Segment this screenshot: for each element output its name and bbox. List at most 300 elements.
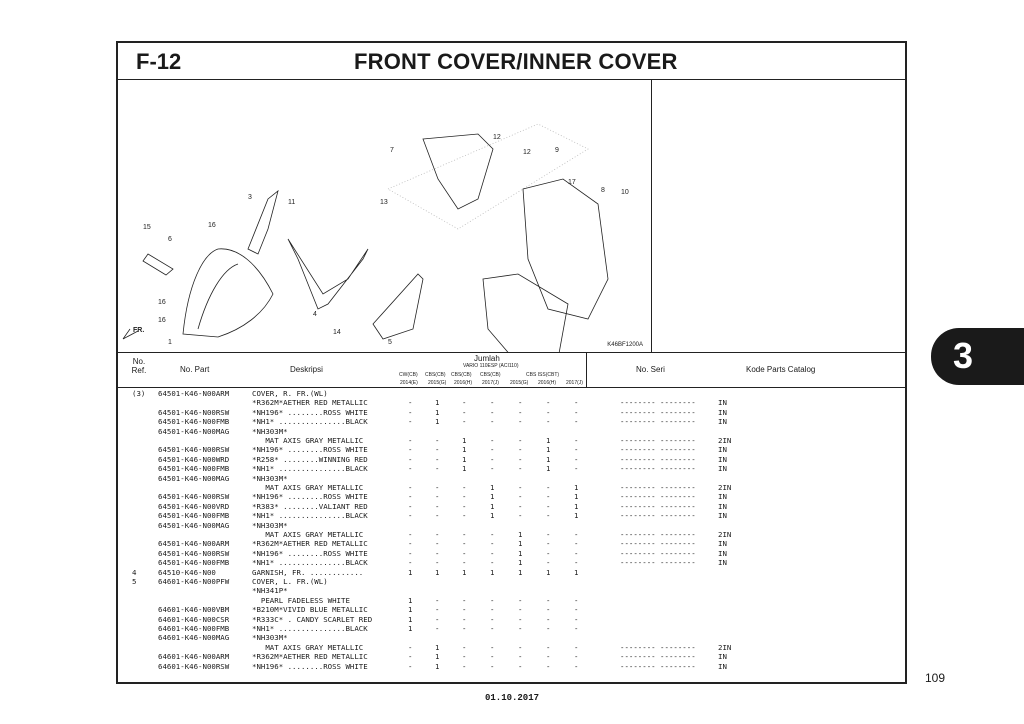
quantity-cell: 1 [490, 492, 495, 502]
quantity-cell: - [574, 407, 579, 417]
quantity-cell: - [518, 398, 523, 408]
catalog-cell: IN [718, 464, 727, 474]
quantity-cell: 1 [546, 454, 551, 464]
quantity-cell: - [408, 501, 413, 511]
quantity-cell: - [574, 595, 579, 605]
quantity-cell: - [435, 501, 440, 511]
page-title: FRONT COVER/INNER COVER [354, 49, 678, 74]
quantity-cell: - [574, 417, 579, 427]
header-quantity: Jumlah [474, 354, 500, 363]
front-label: FR. [133, 327, 145, 334]
serial-cell: -------- -------- [620, 539, 696, 549]
quantity-cell: - [435, 605, 440, 615]
callout-17: 17 [568, 179, 576, 186]
callout-16c: 16 [208, 222, 216, 229]
catalog-cell: IN [718, 661, 727, 671]
quantity-cell: 1 [462, 436, 467, 445]
catalog-cell: IN [718, 501, 727, 511]
quantity-cell: 1 [462, 464, 467, 474]
callout-12b: 12 [523, 149, 531, 156]
header-description: Deskripsi [290, 365, 323, 374]
part-number-cell: 64501-K46-N00FMB [158, 511, 230, 521]
header-serial: No. Seri [636, 365, 665, 374]
part-number-cell: 64501-K46-N00MAG [158, 473, 230, 483]
quantity-cell: - [518, 417, 523, 427]
description-cell: *R333C* . CANDY SCARLET RED [252, 614, 373, 624]
header-year-3: 2016(H) [454, 380, 473, 386]
quantity-cell: - [518, 436, 523, 445]
header-year-2: 2015(G) [428, 380, 447, 386]
quantity-cell: - [574, 464, 579, 474]
quantity-cell: - [490, 548, 495, 558]
serial-cell: -------- -------- [620, 661, 696, 671]
header-variant-5: CBS ISS(CBT) [526, 372, 560, 378]
catalog-cell: IN [718, 558, 727, 568]
part-number-cell: 64601-K46-N00VBM [158, 605, 230, 615]
serial-cell: -------- -------- [620, 492, 696, 502]
quantity-cell: - [546, 595, 551, 605]
quantity-cell: - [408, 511, 413, 521]
serial-cell: -------- -------- [620, 445, 696, 455]
quantity-cell: 1 [518, 539, 523, 549]
quantity-cell: - [546, 642, 551, 652]
quantity-cell: - [546, 605, 551, 615]
quantity-cell: - [408, 530, 413, 539]
catalog-cell: IN [718, 398, 727, 408]
description-cell: GARNISH, FR. ............ [252, 567, 364, 577]
quantity-cell: - [435, 624, 440, 633]
header-no-ref: No. Ref. [131, 357, 147, 375]
description-cell: *NH196* ........ROSS WHITE [252, 492, 368, 502]
ref-cell: 4 [132, 567, 137, 577]
quantity-cell: - [574, 548, 579, 558]
quantity-cell: - [490, 530, 495, 539]
part-number-cell: 64601-K46-N00CSR [158, 614, 230, 624]
chapter-tab [931, 328, 1024, 385]
quantity-cell: - [518, 454, 523, 464]
quantity-cell: - [490, 558, 495, 568]
serial-cell: -------- -------- [620, 483, 696, 492]
quantity-cell: - [435, 595, 440, 605]
part-number-cell: 64501-K46-N00ARM [158, 539, 230, 549]
quantity-cell: - [518, 614, 523, 624]
quantity-cell: - [435, 511, 440, 521]
quantity-cell: - [574, 624, 579, 633]
quantity-cell: - [574, 661, 579, 671]
callout-12: 12 [493, 134, 501, 141]
serial-cell: -------- -------- [620, 464, 696, 474]
quantity-cell: - [546, 548, 551, 558]
quantity-cell: 1 [435, 652, 440, 662]
quantity-cell: - [490, 454, 495, 464]
quantity-cell: 1 [435, 661, 440, 671]
quantity-cell: 1 [462, 567, 467, 577]
quantity-cell: - [435, 454, 440, 464]
catalog-cell: 2IN [718, 483, 732, 492]
quantity-cell: - [490, 642, 495, 652]
quantity-cell: - [518, 661, 523, 671]
quantity-cell: - [408, 417, 413, 427]
callout-5: 5 [388, 339, 392, 346]
catalog-cell: 2IN [718, 642, 732, 652]
ref-cell: (3) [132, 389, 146, 398]
quantity-cell: - [462, 530, 467, 539]
quantity-cell: - [408, 436, 413, 445]
serial-cell: -------- -------- [620, 511, 696, 521]
description-cell: *NH303M* [252, 473, 288, 483]
description-cell: *NH1* ...............BLACK [252, 624, 368, 633]
callout-16b: 16 [158, 317, 166, 324]
ref-cell: 5 [132, 577, 137, 586]
diagram-code: K46BF1200A [607, 342, 643, 348]
quantity-cell: - [518, 652, 523, 662]
quantity-cell: 1 [574, 501, 579, 511]
description-cell: *R362M*AETHER RED METALLIC [252, 398, 368, 408]
part-number-cell: 64510-K46-N00 [158, 567, 216, 577]
description-cell: *R362M*AETHER RED METALLIC [252, 652, 368, 662]
serial-cell: -------- -------- [620, 652, 696, 662]
header-no-part: No. Part [180, 365, 210, 374]
exploded-diagram [118, 79, 652, 353]
quantity-cell: 1 [490, 501, 495, 511]
serial-cell: -------- -------- [620, 642, 696, 652]
description-cell: *R383* ........VALIANT RED [252, 501, 368, 511]
quantity-cell: - [574, 614, 579, 624]
callout-10: 10 [621, 189, 629, 196]
callout-9: 9 [555, 147, 559, 154]
quantity-cell: - [518, 483, 523, 492]
quantity-cell: - [546, 492, 551, 502]
catalog-cell: 2IN [718, 530, 732, 539]
description-cell: PEARL FADELESS WHITE [252, 595, 350, 605]
quantity-cell: - [546, 614, 551, 624]
quantity-cell: - [490, 539, 495, 549]
quantity-cell: 1 [408, 567, 413, 577]
description-cell: *NH303M* [252, 520, 288, 530]
quantity-cell: - [546, 398, 551, 408]
quantity-cell: - [518, 595, 523, 605]
catalog-cell: IN [718, 539, 727, 549]
quantity-cell: - [546, 652, 551, 662]
description-cell: COVER, R. FR.(WL) [252, 389, 328, 398]
header-catalog: Kode Parts Catalog [746, 365, 816, 374]
quantity-cell: - [462, 548, 467, 558]
part-number-cell: 64501-K46-N00RSW [158, 492, 230, 502]
quantity-cell: - [408, 483, 413, 492]
part-number-cell: 64501-K46-N00MAG [158, 520, 230, 530]
quantity-cell: 1 [574, 567, 579, 577]
part-number-cell: 64601-K46-N00ARM [158, 652, 230, 662]
table-header [118, 353, 905, 388]
description-cell: *NH1* ...............BLACK [252, 558, 368, 568]
part-number-cell: 64501-K46-N00WRD [158, 454, 230, 464]
page-frame [116, 41, 907, 684]
part-number-cell: 64601-K46-N00MAG [158, 633, 230, 643]
header-divider [586, 353, 587, 388]
catalog-cell: IN [718, 454, 727, 464]
quantity-cell: 1 [462, 445, 467, 455]
quantity-cell: - [546, 511, 551, 521]
quantity-cell: - [408, 661, 413, 671]
quantity-cell: 1 [490, 483, 495, 492]
part-number-cell: 64501-K46-N00FMB [158, 417, 230, 427]
quantity-cell: - [490, 445, 495, 455]
quantity-cell: - [518, 605, 523, 615]
quantity-cell: 1 [490, 567, 495, 577]
header-variant-4: CBS(CB) [480, 372, 501, 378]
header-year-1: 2014(E) [400, 380, 418, 386]
catalog-cell: IN [718, 407, 727, 417]
quantity-cell: - [574, 642, 579, 652]
part-number-cell: 64601-K46-N00RSW [158, 661, 230, 671]
quantity-cell: - [435, 436, 440, 445]
quantity-cell: - [490, 661, 495, 671]
quantity-cell: - [490, 417, 495, 427]
quantity-cell: - [408, 492, 413, 502]
header-variant-1: CW(CB) [399, 372, 418, 378]
callout-4: 4 [313, 311, 317, 318]
description-cell: MAT AXIS GRAY METALLIC [252, 642, 364, 652]
quantity-cell: 1 [546, 436, 551, 445]
quantity-cell: - [546, 539, 551, 549]
header-variant-3: CBS(CB) [451, 372, 472, 378]
part-number-cell: 64501-K46-N00RSW [158, 407, 230, 417]
quantity-cell: - [490, 652, 495, 662]
quantity-cell: - [435, 445, 440, 455]
description-cell: *NH196* ........ROSS WHITE [252, 661, 368, 671]
quantity-cell: - [462, 511, 467, 521]
catalog-cell: IN [718, 417, 727, 427]
quantity-cell: - [462, 501, 467, 511]
quantity-cell: - [546, 417, 551, 427]
callout-13: 13 [380, 199, 388, 206]
quantity-cell: - [574, 539, 579, 549]
catalog-cell: IN [718, 492, 727, 502]
description-cell: *NH196* ........ROSS WHITE [252, 548, 368, 558]
quantity-cell: - [462, 483, 467, 492]
quantity-cell: 1 [546, 464, 551, 474]
catalog-cell: IN [718, 511, 727, 521]
quantity-cell: 1 [518, 567, 523, 577]
quantity-cell: - [546, 624, 551, 633]
quantity-cell: - [462, 614, 467, 624]
catalog-cell: IN [718, 445, 727, 455]
quantity-cell: - [518, 407, 523, 417]
part-number-cell: 64501-K46-N00VRD [158, 501, 230, 511]
description-cell: MAT AXIS GRAY METALLIC [252, 483, 364, 492]
quantity-cell: - [462, 558, 467, 568]
quantity-cell: 1 [518, 548, 523, 558]
quantity-cell: - [490, 624, 495, 633]
description-cell: MAT AXIS GRAY METALLIC [252, 436, 364, 445]
catalog-cell: IN [718, 652, 727, 662]
header-year-6: 2016(H) [538, 380, 557, 386]
quantity-cell: - [574, 558, 579, 568]
quantity-cell: - [574, 605, 579, 615]
callout-7: 7 [390, 147, 394, 154]
quantity-cell: - [408, 558, 413, 568]
quantity-cell: 1 [574, 492, 579, 502]
quantity-cell: 1 [408, 614, 413, 624]
header-year-4: 2017(J) [482, 380, 499, 386]
quantity-cell: - [408, 454, 413, 464]
quantity-cell: 1 [435, 567, 440, 577]
quantity-cell: - [408, 539, 413, 549]
quantity-cell: - [462, 595, 467, 605]
callout-14: 14 [333, 329, 341, 336]
quantity-cell: 1 [546, 445, 551, 455]
part-number-cell: 64501-K46-N00FMB [158, 464, 230, 474]
quantity-cell: 1 [408, 624, 413, 633]
quantity-cell: - [435, 614, 440, 624]
quantity-cell: 1 [435, 398, 440, 408]
quantity-cell: - [462, 624, 467, 633]
description-cell: *NH1* ...............BLACK [252, 464, 368, 474]
quantity-cell: 1 [518, 530, 523, 539]
header-year-5: 2015(G) [510, 380, 529, 386]
quantity-cell: - [490, 614, 495, 624]
quantity-cell: - [490, 464, 495, 474]
description-cell: *NH196* ........ROSS WHITE [252, 445, 368, 455]
quantity-cell: - [462, 417, 467, 427]
catalog-cell: IN [718, 548, 727, 558]
description-cell: *NH196* ........ROSS WHITE [252, 407, 368, 417]
description-cell: COVER, L. FR.(WL) [252, 577, 328, 586]
quantity-cell: - [408, 652, 413, 662]
quantity-cell: - [490, 436, 495, 445]
part-number-cell: 64501-K46-N00RSW [158, 445, 230, 455]
quantity-cell: - [462, 652, 467, 662]
serial-cell: -------- -------- [620, 436, 696, 445]
header-year-7: 2017(J) [566, 380, 583, 386]
quantity-cell: 1 [462, 454, 467, 464]
quantity-cell: - [462, 605, 467, 615]
callout-16: 16 [158, 299, 166, 306]
quantity-cell: - [435, 464, 440, 474]
header-model: VARIO 110ESP (ACI110) [463, 363, 519, 369]
quantity-cell: - [490, 407, 495, 417]
quantity-cell: - [518, 511, 523, 521]
header-variant-2: CBS(CB) [425, 372, 446, 378]
quantity-cell: 1 [435, 407, 440, 417]
serial-cell: -------- -------- [620, 398, 696, 408]
callout-15: 15 [143, 224, 151, 231]
quantity-cell: - [574, 445, 579, 455]
quantity-cell: - [408, 464, 413, 474]
quantity-cell: - [546, 407, 551, 417]
serial-cell: -------- -------- [620, 548, 696, 558]
serial-cell: -------- -------- [620, 407, 696, 417]
quantity-cell: 1 [408, 605, 413, 615]
description-cell: *NH1* ...............BLACK [252, 417, 368, 427]
description-cell: *NH1* ...............BLACK [252, 511, 368, 521]
quantity-cell: 1 [490, 511, 495, 521]
description-cell: *NH303M* [252, 633, 288, 643]
quantity-cell: - [408, 642, 413, 652]
quantity-cell: - [435, 492, 440, 502]
description-cell: MAT AXIS GRAY METALLIC [252, 530, 364, 539]
serial-cell: -------- -------- [620, 558, 696, 568]
quantity-cell: - [435, 539, 440, 549]
title-row [118, 43, 905, 80]
description-cell: *NH341P* [252, 586, 288, 596]
quantity-cell: - [408, 398, 413, 408]
part-number-cell: 64601-K46-N00PFW [158, 577, 230, 586]
quantity-cell: - [462, 398, 467, 408]
description-cell: *B210M*VIVID BLUE METALLIC [252, 605, 368, 615]
quantity-cell: - [490, 398, 495, 408]
quantity-cell: 1 [574, 483, 579, 492]
part-number-cell: 64501-K46-N00ARM [158, 389, 230, 398]
callout-3: 3 [248, 194, 252, 201]
serial-cell: -------- -------- [620, 454, 696, 464]
quantity-cell: 1 [408, 595, 413, 605]
quantity-cell: 1 [574, 511, 579, 521]
quantity-cell: - [490, 595, 495, 605]
quantity-cell: - [574, 652, 579, 662]
catalog-cell: 2IN [718, 436, 732, 445]
quantity-cell: - [462, 407, 467, 417]
diagram-drawing [118, 79, 652, 353]
quantity-cell: - [518, 501, 523, 511]
quantity-cell: - [518, 492, 523, 502]
quantity-cell: - [546, 530, 551, 539]
quantity-cell: - [546, 661, 551, 671]
quantity-cell: - [462, 661, 467, 671]
quantity-cell: - [435, 530, 440, 539]
callout-8: 8 [601, 187, 605, 194]
quantity-cell: - [462, 642, 467, 652]
quantity-cell: - [574, 454, 579, 464]
quantity-cell: - [408, 548, 413, 558]
quantity-cell: - [574, 398, 579, 408]
part-number-cell: 64501-K46-N00FMB [158, 558, 230, 568]
quantity-cell: - [435, 548, 440, 558]
serial-cell: -------- -------- [620, 417, 696, 427]
description-cell: *R362M*AETHER RED METALLIC [252, 539, 368, 549]
description-cell: *NH303M* [252, 426, 288, 436]
callout-6: 6 [168, 236, 172, 243]
quantity-cell: - [490, 605, 495, 615]
serial-cell: -------- -------- [620, 501, 696, 511]
quantity-cell: - [546, 483, 551, 492]
quantity-cell: 1 [435, 642, 440, 652]
serial-cell: -------- -------- [620, 530, 696, 539]
quantity-cell: - [546, 558, 551, 568]
quantity-cell: - [518, 624, 523, 633]
chapter-number: 3 [953, 335, 974, 376]
description-cell: *R258* ........WINNING RED [252, 454, 368, 464]
callout-1: 1 [168, 339, 172, 346]
page-number: 109 [925, 671, 946, 685]
quantity-cell: - [435, 483, 440, 492]
page-id: F-12 [136, 49, 182, 74]
quantity-cell: - [518, 445, 523, 455]
quantity-cell: - [462, 539, 467, 549]
quantity-cell: 1 [518, 558, 523, 568]
issue-date: 01.10.2017 [485, 693, 540, 703]
part-number-cell: 64601-K46-N00FMB [158, 624, 230, 633]
part-number-cell: 64501-K46-N00MAG [158, 426, 230, 436]
quantity-cell: - [574, 436, 579, 445]
quantity-cell: 1 [435, 417, 440, 427]
quantity-cell: - [546, 501, 551, 511]
diagram-blank-panel [652, 79, 905, 353]
quantity-cell: - [408, 407, 413, 417]
quantity-cell: - [408, 445, 413, 455]
quantity-cell: - [435, 558, 440, 568]
callout-11: 11 [288, 199, 296, 206]
